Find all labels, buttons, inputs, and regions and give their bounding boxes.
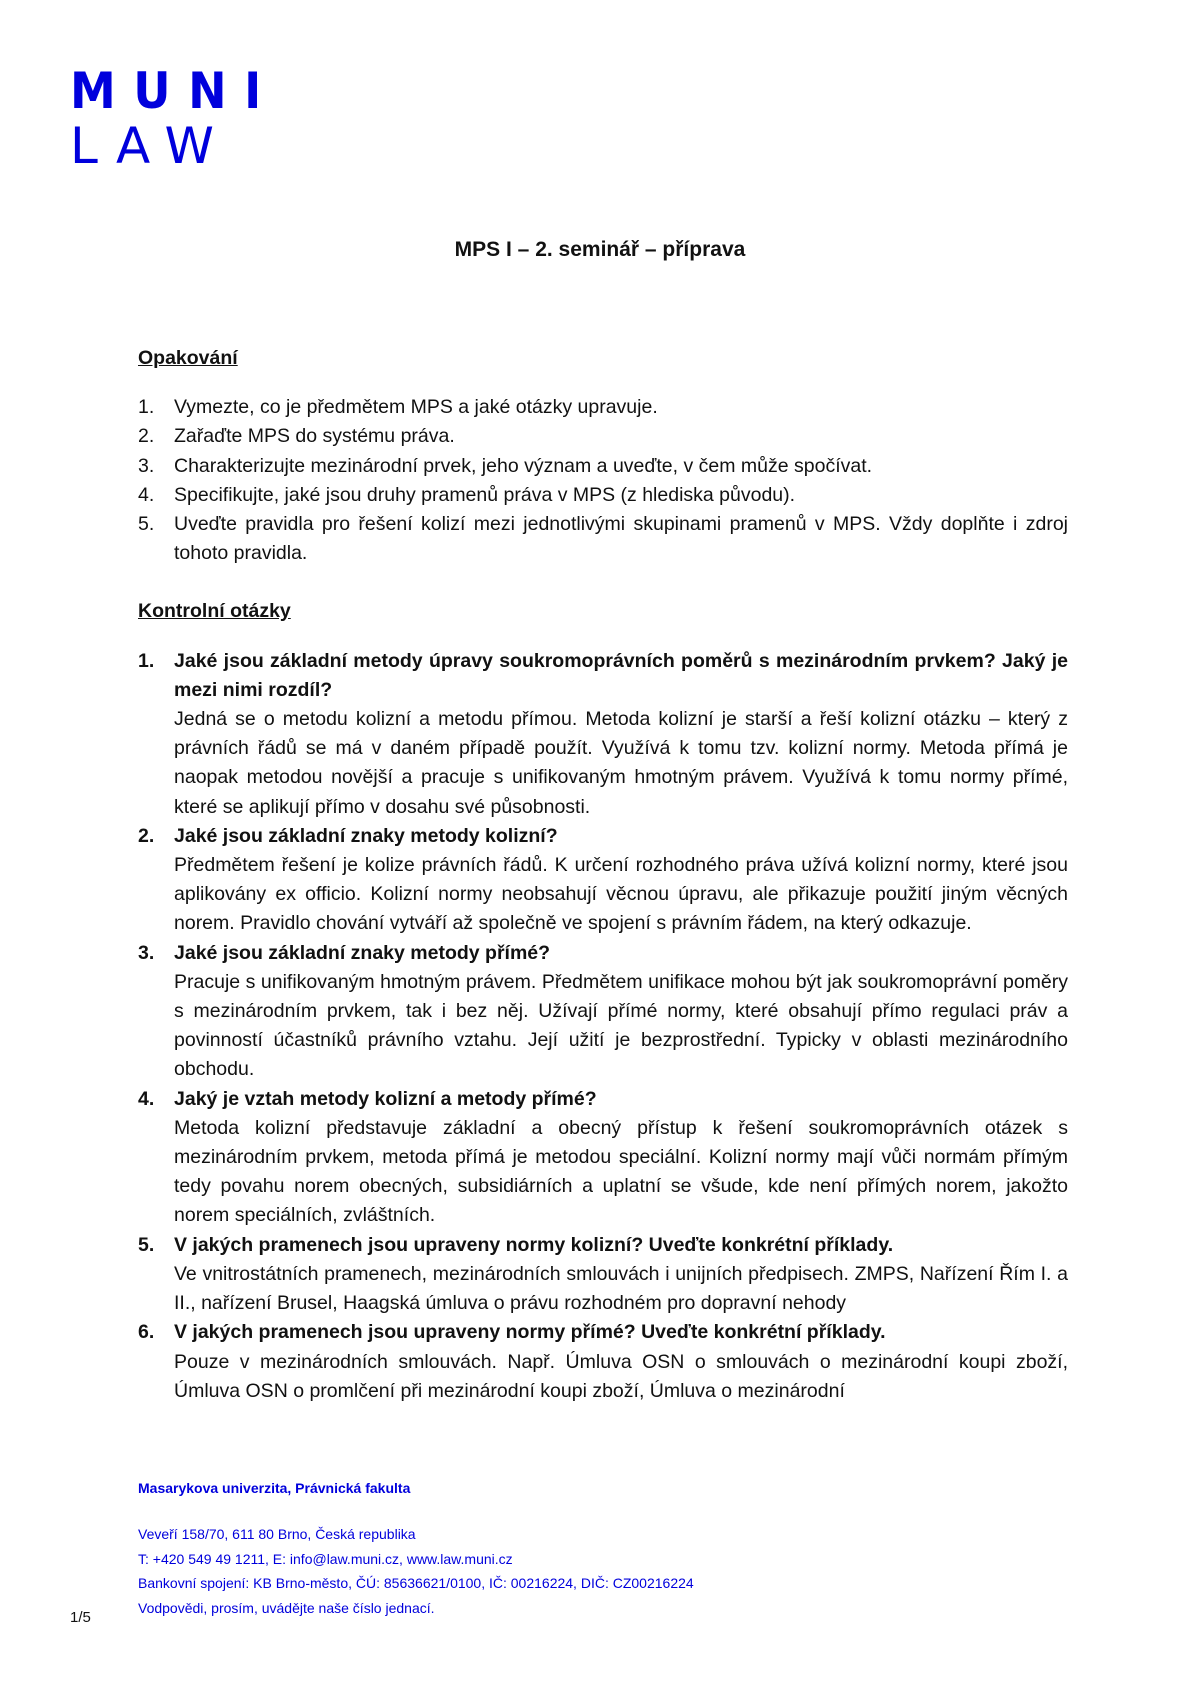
answer-text: Pouze v mezinárodních smlouvách. Např. Úmluva OSN o smlouvách o mezinárodní koupi zboží, Úmluva OSN o promlčení při mezinárodní koupi zboží, Úmluva o mezinárodní <box>174 1350 1068 1402</box>
repetition-heading: Opakování <box>138 347 238 369</box>
control-questions-list <box>138 647 1068 1406</box>
list-item: 1. Jaké jsou základní metody úpravy soukromoprávních poměrů s mezinárodním prvkem? Jaký je mezi nimi rozdíl? Jedná se o metodu kolizní a metodu přímou. Metoda kolizní je starší a řeší kolizní otázku – který z právních řádů se má v daném případě použít. Využívá k tomu tzv. kolizní normy. Metoda přímá je naopak metodou novější a pracuje s unifikovaným hmotným právem. Využívá k tomu normy přímé, které se aplikují přímo v dosahu své působnosti. <box>138 647 1068 822</box>
question-text: Jaké jsou základní metody úpravy soukromoprávních poměrů s mezinárodním prvkem? Jaký je mezi nimi rozdíl? <box>174 649 1068 701</box>
question-text: Jaké jsou základní znaky metody kolizní? <box>174 824 558 847</box>
page-number: 1/5 <box>70 1609 91 1626</box>
answer-text: Předmětem řešení je kolize právních řádů. K určení rozhodného práva užívá kolizní normy, které jsou aplikovány ex officio. Kolizní normy neobsahují věcnou úpravu, ale přikazuje použití jiným věcných norem. Pravidlo chování vytváří až společně ve spojení s právním řádem, na který odkazuje. <box>174 854 1068 935</box>
page-footer <box>138 1478 694 1620</box>
question-text: V jakých pramenech jsou upraveny normy kolizní? Uveďte konkrétní příklady. <box>174 1233 894 1256</box>
list-item: 6. V jakých pramenech jsou upraveny normy přímé? Uveďte konkrétní příklady. Pouze v mezinárodních smlouvách. Např. Úmluva OSN o smlouvách o mezinárodní koupi zboží, Úmluva OSN o promlčení při mezinárodní koupi zboží, Úmluva o mezinárodní <box>138 1318 1068 1406</box>
footer-faculty: Masarykova univerzita, Právnická fakulta <box>138 1480 411 1496</box>
list-item: 5. V jakých pramenech jsou upraveny normy kolizní? Uveďte konkrétní příklady. Ve vnitrostátních pramenech, mezinárodních smlouvách i unijních předpisech. ZMPS, Nařízení Řím I. a II., nařízení Brusel, Haagská úmluva o právu rozhodném pro dopravní nehody <box>138 1231 1068 1319</box>
list-item: 5. Uveďte pravidla pro řešení kolizí mezi jednotlivými skupinami pramenů v MPS. Vždy doplňte i zdroj tohoto pravidla. <box>138 513 1068 565</box>
footer-contact: T: +420 549 49 1211, E: info@law.muni.cz, www.law.muni.cz <box>138 1550 513 1567</box>
list-item: 3. Charakterizujte mezinárodní prvek, jeho význam a uveďte, v čem může spočívat. <box>138 454 873 477</box>
control-questions-heading: Kontrolní otázky <box>138 600 291 623</box>
answer-text: Metoda kolizní představuje základní a obecný přístup k řešení soukromoprávních otázek s mezinárodním prvkem, metoda přímá je metodou speciální. Kolizní normy mají vůči normám přímým tedy povahu norem obecných, subsidiárních a uplatní se všude, kde není přímých norem, jakožto norem speciálních, zvláštních. <box>174 1116 1068 1227</box>
logo-line-muni: MUNI <box>70 62 279 120</box>
footer-bank: Bankovní spojení: KB Brno-město, ČÚ: 85636621/0100, IČ: 00216224, DIČ: CZ00216224 <box>138 1575 694 1591</box>
answer-text: Ve vnitrostátních pramenech, mezinárodních smlouvách i unijních předpisech. ZMPS, Nařízení Řím I. a II., nařízení Brusel, Haagská úmluva o právu rozhodném pro dopravní nehody <box>174 1262 1068 1315</box>
logo-line-law: LAW <box>70 117 231 175</box>
muni-law-logo <box>70 64 297 174</box>
document-title: MPS I – 2. seminář – příprava <box>454 238 746 261</box>
question-text: V jakých pramenech jsou upraveny normy přímé? Uveďte konkrétní příklady. <box>174 1321 886 1344</box>
answer-text: Pracuje s unifikovaným hmotným právem. Předmětem unifikace mohou být jak soukromoprávní poměry s mezinárodním prvkem, tak i bez něj. Užívají přímé normy, které obsahují přímo regulaci práv a povinností účastníků právního vztahu. Její užití je bezprostřední. Typicky v oblasti mezinárodního obchodu. <box>174 970 1068 1081</box>
repetition-list <box>138 393 1068 568</box>
document-body <box>138 344 1068 1406</box>
question-text: Jaké jsou základní znaky metody přímé? <box>174 941 551 964</box>
list-item: 4. Jaký je vztah metody kolizní a metody přímé? Metoda kolizní představuje základní a obecný přístup k řešení soukromoprávních otázek s mezinárodním prvkem, metoda přímá je metodou speciální. Kolizní normy mají vůči normám přímým tedy povahu norem obecných, subsidiárních a uplatní se všude, kde není přímých norem, jakožto norem speciálních, zvláštních. <box>138 1085 1068 1231</box>
list-item: 3. Jaké jsou základní znaky metody přímé? Pracuje s unifikovaným hmotným právem. Předmětem unifikace mohou být jak soukromoprávní poměry s mezinárodním prvkem, tak i bez něj. Užívají přímé normy, které obsahují přímo regulaci práv a povinností účastníků právního vztahu. Její užití je bezprostřední. Typicky v oblasti mezinárodního obchodu. <box>138 939 1068 1085</box>
list-item: 2. Zařaďte MPS do systému práva. <box>138 425 455 448</box>
question-text: Jaký je vztah metody kolizní a metody přímé? <box>174 1087 597 1110</box>
answer-text: Jedná se o metodu kolizní a metodu přímou. Metoda kolizní je starší a řeší kolizní otázku – který z právních řádů se má v daném případě použít. Využívá k tomu tzv. kolizní normy. Metoda přímá je naopak metodou novější a pracuje s unifikovaným hmotným právem. Využívá k tomu normy přímé, které se aplikují přímo v dosahu své působnosti. <box>174 708 1068 818</box>
list-item: 1. Vymezte, co je předmětem MPS a jaké otázky upravuje. <box>138 396 658 419</box>
list-item: 4. Specifikujte, jaké jsou druhy pramenů práva v MPS (z hlediska původu). <box>138 483 796 506</box>
footer-address: Veveří 158/70, 611 80 Brno, Česká republika <box>138 1526 416 1542</box>
list-item: 2. Jaké jsou základní znaky metody kolizní? Předmětem řešení je kolize právních řádů. K určení rozhodného práva užívá kolizní normy, které jsou aplikovány ex officio. Kolizní normy neobsahují věcnou úpravu, ale přikazuje použití jiným věcných norem. Pravidlo chování vytváří až společně ve spojení s právním řádem, na který odkazuje. <box>138 822 1068 939</box>
footer-note: Vodpovědi, prosím, uvádějte naše číslo jednací. <box>138 1599 435 1616</box>
